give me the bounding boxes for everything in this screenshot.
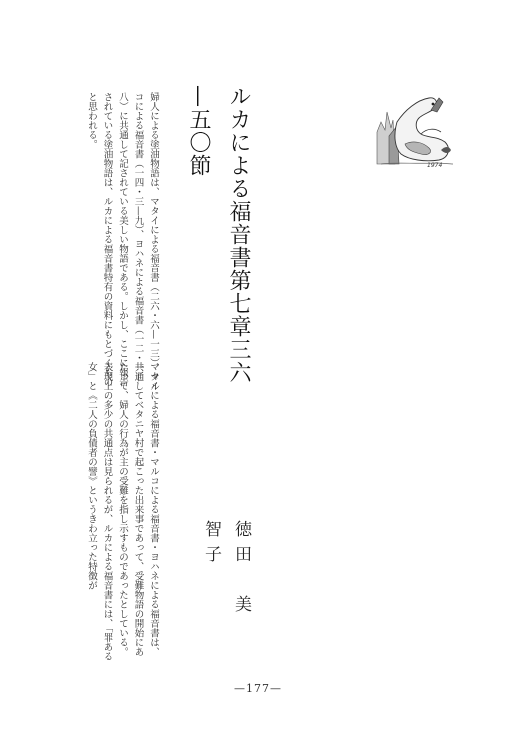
illustration-signature: 1974 bbox=[427, 162, 443, 169]
bird-sketch-icon bbox=[375, 92, 455, 167]
ink-illustration bbox=[375, 92, 455, 167]
article-title: ルカによる福音書第七章三六—五〇節 bbox=[186, 85, 251, 384]
page-number: —177— bbox=[234, 682, 282, 695]
author-name: 徳田 美智子 bbox=[201, 520, 251, 620]
intro-paragraph: 婦人による塗油物語は、マタイによる福音書（二六・六—一三）、マルコによる福音書（一四・三—九）、ヨハネによる福音書（一二・一—八）に共通して記されている美しい物語である。しかし、ここに報告されている塗油物語は、ルカによる福音書特有の資料にもとづくものと思われる。 bbox=[86, 92, 159, 392]
body-paragraph: マタイによる福音書・マルコによる福音書・ヨハネによる福音書は、共通してベタニヤ村で起こった出来事であって、受難物語の開始にあたって、婦人の行為が主の受難を指し示すものであったとしている。表現上の多少の共通点は見られるが、ルカによる福音書には、「罪ある女」と《二人の負債者の譬》というきわ立った特徴が bbox=[86, 362, 159, 662]
